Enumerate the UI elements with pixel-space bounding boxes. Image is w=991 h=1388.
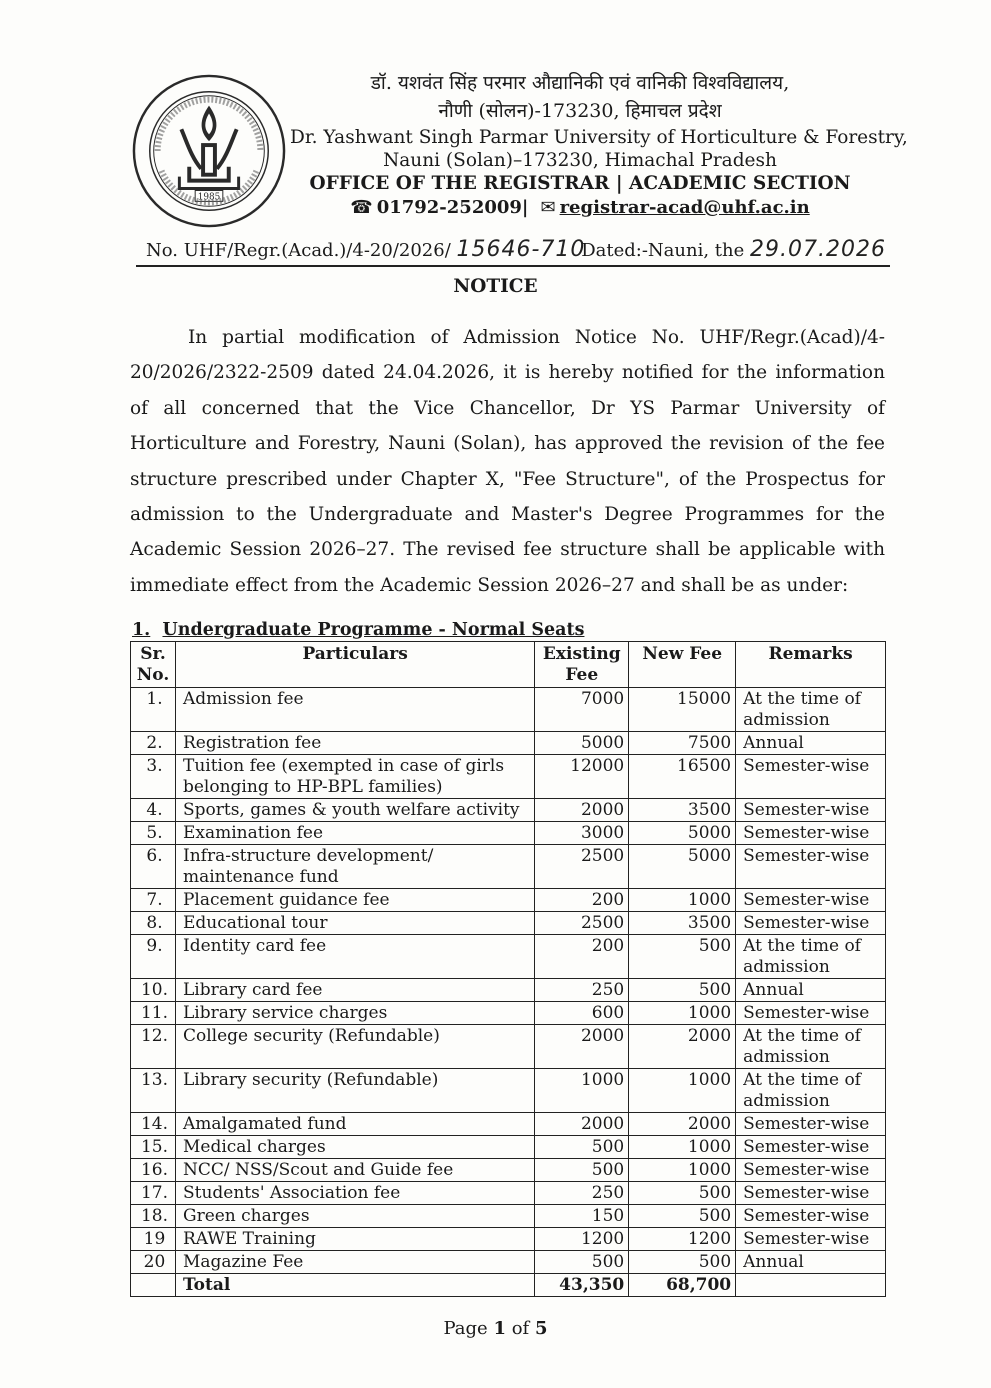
table-row <box>131 935 886 979</box>
table-row <box>131 1182 886 1205</box>
row-particulars: Sports, games & youth welfare activity <box>175 799 534 822</box>
row-new-fee: 1000 <box>629 889 736 912</box>
row-remarks: Semester-wise <box>736 1205 886 1228</box>
row-existing-fee: 500 <box>535 1159 629 1182</box>
university-address-english: Nauni (Solan)–173230, Himachal Pradesh <box>383 150 777 171</box>
row-remarks: Semester-wise <box>736 1159 886 1182</box>
row-sr-number: 6. <box>131 845 176 889</box>
row-particulars: RAWE Training <box>175 1228 534 1251</box>
row-sr-number: 17. <box>131 1182 176 1205</box>
table-row <box>131 732 886 755</box>
row-remarks: Semester-wise <box>736 1136 886 1159</box>
row-remarks: Semester-wise <box>736 845 886 889</box>
row-existing-fee: 1200 <box>535 1228 629 1251</box>
page-number: Page 1 of 5 <box>443 1318 548 1339</box>
row-existing-fee: 200 <box>535 889 629 912</box>
col-header-sr: Sr. No. <box>131 642 176 688</box>
row-sr-number: 3. <box>131 755 176 799</box>
row-existing-fee: 500 <box>535 1251 629 1274</box>
table-row <box>131 1025 886 1069</box>
row-particulars: Educational tour <box>175 912 534 935</box>
row-new-fee: 3500 <box>629 912 736 935</box>
row-new-fee: 500 <box>629 1251 736 1274</box>
row-new-fee: 15000 <box>629 688 736 732</box>
table-row <box>131 688 886 732</box>
row-new-fee: 1000 <box>629 1136 736 1159</box>
table-row <box>131 1228 886 1251</box>
col-header-particulars: Particulars <box>175 642 534 688</box>
table-row <box>131 822 886 845</box>
row-new-fee: 5000 <box>629 822 736 845</box>
row-remarks: At the time of admission <box>736 688 886 732</box>
row-existing-fee: 2000 <box>535 799 629 822</box>
row-particulars: Students' Association fee <box>175 1182 534 1205</box>
reference-date: Dated:-Nauni, the 29.07.2026 <box>581 237 886 262</box>
row-particulars: College security (Refundable) <box>175 1025 534 1069</box>
row-remarks: Semester-wise <box>736 1113 886 1136</box>
row-sr-number: 7. <box>131 889 176 912</box>
svg-text:1985: 1985 <box>197 192 221 203</box>
row-remarks: Semester-wise <box>736 889 886 912</box>
notice-title: NOTICE <box>453 276 538 297</box>
contact-line <box>290 196 870 220</box>
notice-body: In partial modification of Admission Notice No. UHF/Regr.(Acad)/4-20/2026/2322-2509 dated 24.04.2026, it is hereby notified for the information of all concerned that the Vice Chancellor, Dr YS Parmar University of Horticulture and Forestry, Nauni (Solan), has approved the revision of the fee structure prescribed under Chapter X, "Fee Structure", of the Prospectus for admission to the Undergraduate and Master's Degree Programmes for the Academic Session 2026–27. The revised fee structure shall be applicable with immediate effect from the Academic Session 2026–27 and shall be as under: <box>130 327 885 596</box>
reference-line <box>136 233 890 267</box>
row-particulars: Registration fee <box>175 732 534 755</box>
university-seal-logo <box>130 72 288 230</box>
row-existing-fee: 250 <box>535 1182 629 1205</box>
row-new-fee: 500 <box>629 1205 736 1228</box>
row-remarks: At the time of admission <box>736 935 886 979</box>
table-row <box>131 755 886 799</box>
row-remarks: At the time of admission <box>736 1025 886 1069</box>
row-sr-number: 9. <box>131 935 176 979</box>
section-heading: 1. Undergraduate Programme - Normal Seats <box>132 620 585 640</box>
row-existing-fee: 250 <box>535 979 629 1002</box>
row-sr-number: 1. <box>131 688 176 732</box>
reference-number: No. UHF/Regr.(Acad.)/4-20/2026/ 15646-710 <box>146 237 586 262</box>
row-new-fee: 3500 <box>629 799 736 822</box>
table-row <box>131 1136 886 1159</box>
row-existing-fee: 5000 <box>535 732 629 755</box>
table-row <box>131 889 886 912</box>
row-remarks: Annual <box>736 732 886 755</box>
table-row <box>131 845 886 889</box>
office-name: OFFICE OF THE REGISTRAR | ACADEMIC SECTION <box>309 173 851 194</box>
university-name-english: Dr. Yashwant Singh Parmar University of Horticulture & Forestry, <box>290 127 908 148</box>
row-remarks: At the time of admission <box>736 1069 886 1113</box>
row-sr-number: 14. <box>131 1113 176 1136</box>
row-new-fee: 500 <box>629 979 736 1002</box>
row-new-fee: 1200 <box>629 1228 736 1251</box>
row-remarks: Semester-wise <box>736 755 886 799</box>
row-particulars: NCC/ NSS/Scout and Guide fee <box>175 1159 534 1182</box>
row-remarks: Semester-wise <box>736 1182 886 1205</box>
row-new-fee: 5000 <box>629 845 736 889</box>
row-existing-fee: 2500 <box>535 912 629 935</box>
row-sr-number: 18. <box>131 1205 176 1228</box>
row-existing-fee: 1000 <box>535 1069 629 1113</box>
row-existing-fee: 2500 <box>535 845 629 889</box>
row-remarks: Semester-wise <box>736 1002 886 1025</box>
row-sr-number: 12. <box>131 1025 176 1069</box>
row-existing-fee: 150 <box>535 1205 629 1228</box>
table-row <box>131 1113 886 1136</box>
row-new-fee: 500 <box>629 1182 736 1205</box>
row-particulars: Tuition fee (exempted in case of girls belonging to HP-BPL families) <box>175 755 534 799</box>
row-existing-fee: 2000 <box>535 1025 629 1069</box>
university-name-hindi: डॉ. यशवंत सिंह परमार औद्यानिकी एवं वानिकी विश्वविद्यालय, <box>370 72 790 94</box>
row-remarks: Semester-wise <box>736 912 886 935</box>
row-new-fee: 2000 <box>629 1113 736 1136</box>
row-existing-fee: 200 <box>535 935 629 979</box>
row-existing-fee: 7000 <box>535 688 629 732</box>
handwritten-date: 29.07.2026 <box>750 237 886 262</box>
row-particulars: Placement guidance fee <box>175 889 534 912</box>
row-particulars: Library service charges <box>175 1002 534 1025</box>
row-existing-fee: 2000 <box>535 1113 629 1136</box>
row-particulars: Library card fee <box>175 979 534 1002</box>
phone-number: 01792-252009| <box>376 197 529 218</box>
row-particulars: Green charges <box>175 1205 534 1228</box>
table-row <box>131 1159 886 1182</box>
phone-icon: ☎ <box>350 197 373 218</box>
col-header-remarks: Remarks <box>736 642 886 688</box>
table-row <box>131 1205 886 1228</box>
row-sr-number: 2. <box>131 732 176 755</box>
table-row <box>131 1251 886 1274</box>
handwritten-number: 15646-710 <box>456 237 586 262</box>
university-address-hindi: नौणी (सोलन)-173230, हिमाचल प्रदेश <box>438 100 722 122</box>
row-particulars: Amalgamated fund <box>175 1113 534 1136</box>
table-row <box>131 1002 886 1025</box>
col-header-new: New Fee <box>629 642 736 688</box>
row-new-fee: 7500 <box>629 732 736 755</box>
row-new-fee: 1000 <box>629 1069 736 1113</box>
total-existing: 43,350 <box>535 1274 629 1297</box>
row-particulars: Library security (Refundable) <box>175 1069 534 1113</box>
col-header-existing: Existing Fee <box>535 642 629 688</box>
row-remarks: Semester-wise <box>736 1228 886 1251</box>
total-row <box>131 1274 886 1297</box>
email-link[interactable]: registrar-acad@uhf.ac.in <box>559 197 810 218</box>
row-particulars: Identity card fee <box>175 935 534 979</box>
row-new-fee: 500 <box>629 935 736 979</box>
row-new-fee: 1000 <box>629 1002 736 1025</box>
row-particulars: Admission fee <box>175 688 534 732</box>
row-sr-number: 15. <box>131 1136 176 1159</box>
row-new-fee: 2000 <box>629 1025 736 1069</box>
envelope-icon: ✉ <box>534 197 556 218</box>
table-row <box>131 979 886 1002</box>
row-remarks: Semester-wise <box>736 822 886 845</box>
row-sr-number: 5. <box>131 822 176 845</box>
row-sr-number: 13. <box>131 1069 176 1113</box>
row-particulars: Medical charges <box>175 1136 534 1159</box>
row-remarks: Semester-wise <box>736 799 886 822</box>
total-label: Total <box>175 1274 534 1297</box>
row-existing-fee: 600 <box>535 1002 629 1025</box>
row-existing-fee: 500 <box>535 1136 629 1159</box>
row-remarks: Annual <box>736 1251 886 1274</box>
fee-table-body <box>131 688 886 1274</box>
row-existing-fee: 12000 <box>535 755 629 799</box>
row-sr-number: 10. <box>131 979 176 1002</box>
table-row <box>131 1069 886 1113</box>
table-row <box>131 799 886 822</box>
row-new-fee: 16500 <box>629 755 736 799</box>
row-sr-number: 20 <box>131 1251 176 1274</box>
row-particulars: Infra-structure development/ maintenance fund <box>175 845 534 889</box>
row-existing-fee: 3000 <box>535 822 629 845</box>
total-new: 68,700 <box>629 1274 736 1297</box>
row-sr-number: 19 <box>131 1228 176 1251</box>
letterhead <box>290 70 908 220</box>
row-sr-number: 11. <box>131 1002 176 1025</box>
row-particulars: Examination fee <box>175 822 534 845</box>
table-header-row <box>131 642 886 688</box>
row-new-fee: 1000 <box>629 1159 736 1182</box>
row-remarks: Annual <box>736 979 886 1002</box>
row-sr-number: 8. <box>131 912 176 935</box>
row-particulars: Magazine Fee <box>175 1251 534 1274</box>
row-sr-number: 4. <box>131 799 176 822</box>
table-row <box>131 912 886 935</box>
fee-table <box>130 641 886 1297</box>
row-sr-number: 16. <box>131 1159 176 1182</box>
